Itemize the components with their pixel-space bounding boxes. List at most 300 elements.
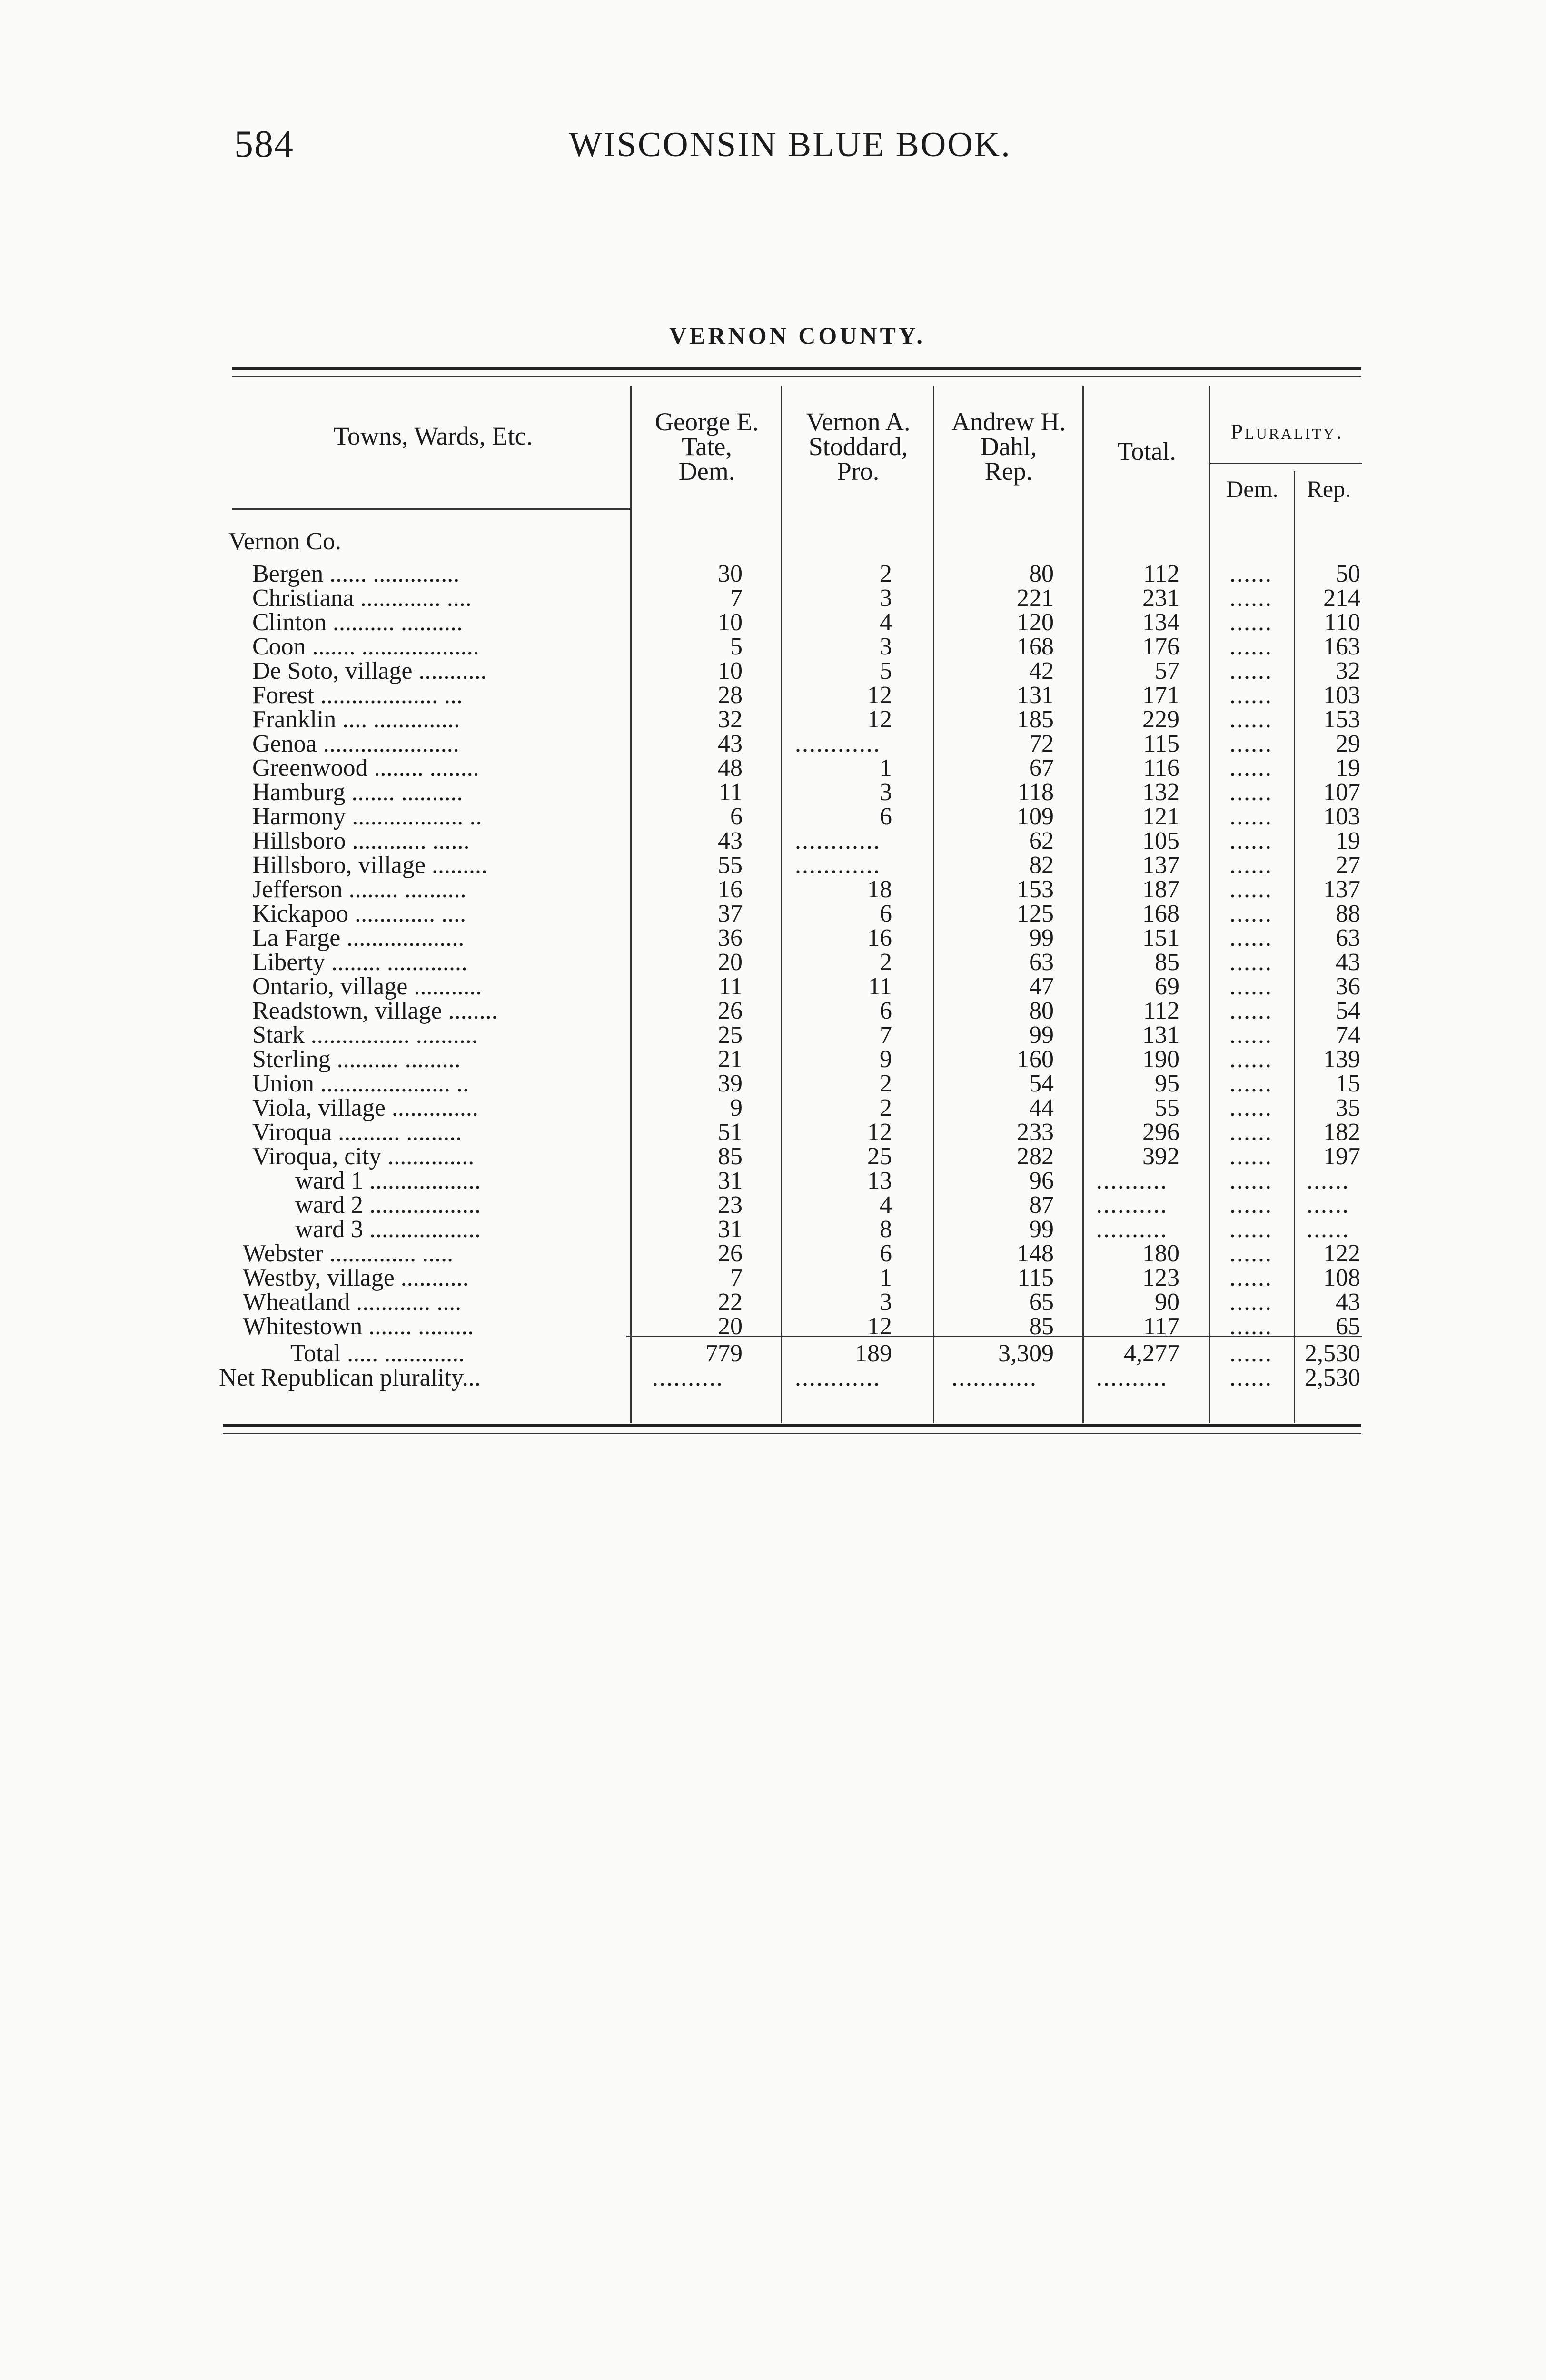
- cell-tate: 16: [718, 876, 743, 903]
- cell-total: 190: [1142, 1046, 1179, 1073]
- cell-tate: 22: [718, 1289, 743, 1316]
- cell-dem: ......: [1229, 1289, 1272, 1316]
- cell-stoddard: 13: [867, 1167, 892, 1194]
- header-tate-line1: George E.: [655, 407, 759, 436]
- cell-total: 85: [1155, 949, 1179, 976]
- page-number: 584: [234, 123, 294, 165]
- cell-dahl: 96: [1029, 1167, 1054, 1194]
- cell-dahl: 148: [1017, 1240, 1054, 1267]
- cell-dem: ......: [1229, 1143, 1272, 1170]
- table-row: [219, 1071, 1371, 1096]
- cell-dahl: 63: [1029, 949, 1054, 976]
- cell-dem: ......: [1229, 924, 1272, 952]
- cell-tate: 85: [718, 1143, 743, 1170]
- table-row: [219, 950, 1371, 974]
- row-label: Whitestown ....... .........: [243, 1313, 474, 1340]
- cell-rep: 35: [1336, 1094, 1360, 1121]
- cell-total: 171: [1142, 682, 1179, 709]
- cell-stoddard: 1: [880, 1264, 892, 1291]
- cell-rep: 137: [1323, 876, 1360, 903]
- table-row: [219, 586, 1371, 610]
- table-row: [219, 1120, 1371, 1144]
- cell-total: 137: [1142, 852, 1179, 879]
- cell-dem: ......: [1229, 973, 1272, 1000]
- cell-rep: 108: [1323, 1264, 1360, 1291]
- cell-stoddard: 3: [880, 779, 892, 806]
- cell-dahl: 42: [1029, 657, 1054, 684]
- header-tate: [633, 409, 781, 484]
- cell-tate: 36: [718, 924, 743, 952]
- row-label: Total ..... .............: [290, 1340, 465, 1367]
- cell-total: 105: [1142, 827, 1179, 854]
- cell-total: 57: [1155, 657, 1179, 684]
- cell-stoddard: 8: [880, 1216, 892, 1243]
- cell-dem: ......: [1229, 876, 1272, 903]
- header-total: Total.: [1117, 437, 1176, 466]
- cell-total: 117: [1143, 1313, 1179, 1340]
- county-title: VERNON COUNTY.: [669, 322, 925, 349]
- cell-rep: 54: [1336, 997, 1360, 1024]
- cell-stoddard: 12: [867, 1313, 892, 1340]
- cell-rep: 103: [1323, 803, 1360, 830]
- row-label: Sterling .......... .........: [252, 1046, 461, 1073]
- cell-stoddard: 3: [880, 1289, 892, 1316]
- header-towns: Towns, Wards, Etc.: [333, 422, 533, 450]
- table-row: [219, 1023, 1371, 1047]
- cell-total: 121: [1142, 803, 1179, 830]
- cell-tate: 51: [718, 1119, 743, 1146]
- cell-stoddard: 2: [880, 560, 892, 587]
- row-label: ward 1 ..................: [295, 1167, 481, 1194]
- cell-tate: 48: [718, 754, 743, 782]
- table-row: [219, 1193, 1371, 1217]
- header-rep: Rep.: [1307, 476, 1351, 502]
- cell-stoddard: 2: [880, 1094, 892, 1121]
- cell-dem: ......: [1229, 1364, 1272, 1391]
- cell-rep: 19: [1336, 827, 1360, 854]
- table-row: [219, 562, 1371, 586]
- cell-tate: 31: [718, 1216, 743, 1243]
- header-dem: Dem.: [1226, 476, 1278, 502]
- table-row: [219, 707, 1371, 732]
- cell-dahl: 131: [1017, 682, 1054, 709]
- cell-dahl: ............: [951, 1364, 1037, 1391]
- cell-total: 4,277: [1124, 1340, 1179, 1367]
- cell-total: 176: [1142, 633, 1179, 660]
- cell-total: 131: [1142, 1021, 1179, 1049]
- cell-rep: 103: [1323, 682, 1360, 709]
- row-label: Stark ................ ..........: [252, 1021, 478, 1049]
- cell-rep: 63: [1336, 924, 1360, 952]
- cell-dahl: 3,309: [998, 1340, 1054, 1367]
- cell-stoddard: 12: [867, 682, 892, 709]
- header-bottom-rule: [232, 508, 632, 510]
- cell-dem: ......: [1229, 682, 1272, 709]
- cell-stoddard: 25: [867, 1143, 892, 1170]
- row-label: ward 3 ..................: [295, 1216, 481, 1243]
- cell-stoddard: 9: [880, 1046, 892, 1073]
- row-label: Union ..................... ..: [252, 1070, 469, 1097]
- cell-tate: 20: [718, 949, 743, 976]
- total-block: [219, 1341, 1371, 1390]
- cell-dahl: 109: [1017, 803, 1054, 830]
- header-tate-line2: Tate,: [682, 432, 732, 461]
- cell-total: 116: [1143, 754, 1179, 782]
- cell-total: 134: [1142, 609, 1179, 636]
- cell-rep: 19: [1336, 754, 1360, 782]
- cell-rep: 27: [1336, 852, 1360, 879]
- cell-dahl: 82: [1029, 852, 1054, 879]
- cell-stoddard: 6: [880, 1240, 892, 1267]
- cell-rep: 197: [1323, 1143, 1360, 1170]
- cell-stoddard: 16: [867, 924, 892, 952]
- cell-dahl: 80: [1029, 560, 1054, 587]
- cell-dahl: 87: [1029, 1191, 1054, 1219]
- cell-dahl: 65: [1029, 1289, 1054, 1316]
- cell-total: 132: [1142, 779, 1179, 806]
- cell-stoddard: 6: [880, 997, 892, 1024]
- cell-rep: 74: [1336, 1021, 1360, 1049]
- row-label: Viola, village ..............: [252, 1094, 478, 1121]
- table-row: [219, 1341, 1371, 1366]
- table-row: [219, 1047, 1371, 1071]
- cell-total: 229: [1142, 706, 1179, 733]
- cell-tate: 30: [718, 560, 743, 587]
- row-label: Bergen ...... ..............: [252, 560, 460, 587]
- cell-stoddard: 2: [880, 949, 892, 976]
- cell-dem: ......: [1229, 1046, 1272, 1073]
- header-stoddard: [783, 409, 933, 484]
- table-row: [219, 732, 1371, 756]
- table-row: [219, 1366, 1371, 1390]
- table-row: [219, 635, 1371, 659]
- cell-rep: ......: [1307, 1167, 1349, 1194]
- table-row: [219, 902, 1371, 926]
- row-label: Christiana ............. ....: [252, 585, 472, 612]
- cell-tate: 43: [718, 730, 743, 757]
- cell-tate: 43: [718, 827, 743, 854]
- row-label: Net Republican plurality...: [219, 1364, 481, 1391]
- cell-total: 392: [1142, 1143, 1179, 1170]
- cell-total: 115: [1143, 730, 1179, 757]
- cell-tate: 25: [718, 1021, 743, 1049]
- row-label: Harmony .................. ..: [252, 803, 482, 830]
- cell-dem: ......: [1229, 1264, 1272, 1291]
- table-row: [219, 1241, 1371, 1266]
- cell-dem: ......: [1229, 633, 1272, 660]
- cell-rep: 88: [1336, 900, 1360, 927]
- cell-dahl: 44: [1029, 1094, 1054, 1121]
- row-label: Genoa ......................: [252, 730, 459, 757]
- table-row: [219, 829, 1371, 853]
- cell-stoddard: 7: [880, 1021, 892, 1049]
- cell-rep: 163: [1323, 633, 1360, 660]
- cell-rep: 110: [1324, 609, 1360, 636]
- cell-dahl: 118: [1017, 779, 1054, 806]
- cell-tate: 779: [705, 1340, 743, 1367]
- row-label: Forest ................... ...: [252, 682, 463, 709]
- cell-total: 55: [1155, 1094, 1179, 1121]
- cell-total: ..........: [1096, 1167, 1168, 1194]
- cell-dahl: 125: [1017, 900, 1054, 927]
- cell-total: 296: [1142, 1119, 1179, 1146]
- running-head: WISCONSIN BLUE BOOK.: [569, 125, 1011, 164]
- row-label: Readstown, village ........: [252, 997, 498, 1024]
- cell-rep: 50: [1336, 560, 1360, 587]
- cell-dahl: 99: [1029, 924, 1054, 952]
- table-row: [219, 1217, 1371, 1241]
- cell-dem: ......: [1229, 779, 1272, 806]
- top-rule-thin: [232, 376, 1361, 377]
- row-label: Jefferson ........ ..........: [252, 876, 466, 903]
- row-label: Hillsboro, village .........: [252, 852, 487, 879]
- cell-dem: ......: [1229, 1191, 1272, 1219]
- cell-tate: 10: [718, 609, 743, 636]
- table-row: [219, 780, 1371, 804]
- cell-dem: ......: [1229, 1216, 1272, 1243]
- cell-stoddard: 2: [880, 1070, 892, 1097]
- cell-dem: ......: [1229, 1167, 1272, 1194]
- header-dahl-line3: Rep.: [984, 457, 1033, 486]
- cell-stoddard: 6: [880, 803, 892, 830]
- cell-dahl: 54: [1029, 1070, 1054, 1097]
- cell-total: 69: [1155, 973, 1179, 1000]
- header-stoddard-line3: Pro.: [837, 457, 880, 486]
- cell-dem: ......: [1229, 1070, 1272, 1097]
- cell-rep: 122: [1323, 1240, 1360, 1267]
- row-label: Ontario, village ...........: [252, 973, 482, 1000]
- table-row: [219, 1290, 1371, 1314]
- cell-dem: ......: [1229, 609, 1272, 636]
- row-label: Clinton .......... ..........: [252, 609, 463, 636]
- cell-dahl: 99: [1029, 1021, 1054, 1049]
- header-stoddard-line1: Vernon A.: [806, 407, 911, 436]
- cell-dem: ......: [1229, 730, 1272, 757]
- cell-dahl: 99: [1029, 1216, 1054, 1243]
- table-row: [219, 756, 1371, 780]
- cell-rep: 65: [1336, 1313, 1360, 1340]
- cell-stoddard: 5: [880, 657, 892, 684]
- cell-total: 95: [1155, 1070, 1179, 1097]
- header-stoddard-line2: Stoddard,: [808, 432, 908, 461]
- cell-dahl: 282: [1017, 1143, 1054, 1170]
- table-row: [219, 683, 1371, 707]
- cell-rep: 139: [1323, 1046, 1360, 1073]
- cell-dem: ......: [1229, 706, 1272, 733]
- cell-stoddard: ............: [795, 1364, 881, 1391]
- bottom-rule: [223, 1424, 1361, 1427]
- cell-stoddard: 6: [880, 900, 892, 927]
- cell-total: 112: [1143, 560, 1179, 587]
- cell-rep: 32: [1336, 657, 1360, 684]
- cell-tate: 32: [718, 706, 743, 733]
- cell-tate: 37: [718, 900, 743, 927]
- row-label: Westby, village ...........: [243, 1264, 469, 1291]
- table-row: [219, 1096, 1371, 1120]
- table-row: [219, 999, 1371, 1023]
- cell-stoddard: 12: [867, 706, 892, 733]
- table-row: [219, 804, 1371, 829]
- cell-tate: 26: [718, 1240, 743, 1267]
- row-label: Hamburg ....... ..........: [252, 779, 463, 806]
- table-row: [219, 877, 1371, 902]
- cell-stoddard: 189: [855, 1340, 892, 1367]
- cell-tate: 11: [718, 779, 743, 806]
- cell-stoddard: ............: [795, 730, 881, 757]
- cell-dem: ......: [1229, 827, 1272, 854]
- table-row: [219, 974, 1371, 999]
- cell-stoddard: ............: [795, 827, 881, 854]
- cell-total: ..........: [1096, 1364, 1168, 1391]
- table-row: [219, 1314, 1371, 1339]
- header-dahl: [935, 409, 1082, 484]
- table-row: [219, 1144, 1371, 1169]
- cell-stoddard: 4: [880, 609, 892, 636]
- cell-dahl: 160: [1017, 1046, 1054, 1073]
- cell-rep: 107: [1323, 779, 1360, 806]
- cell-stoddard: 4: [880, 1191, 892, 1219]
- cell-tate: 31: [718, 1167, 743, 1194]
- cell-dem: ......: [1229, 585, 1272, 612]
- county-label: Vernon Co.: [228, 528, 341, 555]
- table-row: [219, 610, 1371, 635]
- cell-dem: ......: [1229, 1094, 1272, 1121]
- cell-rep: 214: [1323, 585, 1360, 612]
- row-label: Viroqua .......... .........: [252, 1119, 462, 1146]
- table-row: [219, 1169, 1371, 1193]
- cell-dem: ......: [1229, 803, 1272, 830]
- cell-dahl: 67: [1029, 754, 1054, 782]
- row-label: Viroqua, city ..............: [252, 1143, 475, 1170]
- cell-tate: 26: [718, 997, 743, 1024]
- cell-total: 180: [1142, 1240, 1179, 1267]
- row-label: De Soto, village ...........: [252, 657, 487, 684]
- cell-dem: ......: [1229, 852, 1272, 879]
- cell-rep: ......: [1307, 1191, 1349, 1219]
- cell-stoddard: 18: [867, 876, 892, 903]
- cell-stoddard: 12: [867, 1119, 892, 1146]
- cell-tate: 9: [730, 1094, 743, 1121]
- cell-dahl: 168: [1017, 633, 1054, 660]
- cell-dahl: 120: [1017, 609, 1054, 636]
- cell-total: ..........: [1096, 1216, 1168, 1243]
- cell-rep: 182: [1323, 1119, 1360, 1146]
- row-label: Coon ....... ...................: [252, 633, 479, 660]
- row-label: Kickapoo ............. ....: [252, 900, 466, 927]
- cell-dahl: 185: [1017, 706, 1054, 733]
- cell-dem: ......: [1229, 560, 1272, 587]
- cell-tate: 20: [718, 1313, 743, 1340]
- cell-total: 168: [1142, 900, 1179, 927]
- cell-tate: 10: [718, 657, 743, 684]
- cell-total: 90: [1155, 1289, 1179, 1316]
- row-label: ward 2 ..................: [295, 1191, 481, 1219]
- table-row: [219, 1266, 1371, 1290]
- cell-tate: 55: [718, 852, 743, 879]
- cell-dahl: 85: [1029, 1313, 1054, 1340]
- cell-rep: 43: [1336, 949, 1360, 976]
- cell-dahl: 72: [1029, 730, 1054, 757]
- row-label: Greenwood ........ ........: [252, 754, 479, 782]
- cell-stoddard: 1: [880, 754, 892, 782]
- cell-rep: ......: [1307, 1216, 1349, 1243]
- cell-tate: 23: [718, 1191, 743, 1219]
- cell-rep: 43: [1336, 1289, 1360, 1316]
- cell-total: 151: [1142, 924, 1179, 952]
- cell-total: 112: [1143, 997, 1179, 1024]
- cell-stoddard: ............: [795, 852, 881, 879]
- cell-rep: 153: [1323, 706, 1360, 733]
- cell-rep: 29: [1336, 730, 1360, 757]
- bottom-rule-thin: [223, 1433, 1361, 1434]
- cell-total: ..........: [1096, 1191, 1168, 1219]
- cell-dem: ......: [1229, 1021, 1272, 1049]
- cell-rep: 36: [1336, 973, 1360, 1000]
- cell-dahl: 153: [1017, 876, 1054, 903]
- cell-stoddard: 3: [880, 633, 892, 660]
- cell-dem: ......: [1229, 1340, 1272, 1367]
- cell-tate: 28: [718, 682, 743, 709]
- table-row: [219, 853, 1371, 877]
- cell-dahl: 233: [1017, 1119, 1054, 1146]
- cell-rep: 2,530: [1305, 1340, 1360, 1367]
- cell-dem: ......: [1229, 1313, 1272, 1340]
- cell-rep: 2,530: [1305, 1364, 1360, 1391]
- cell-dem: ......: [1229, 1240, 1272, 1267]
- cell-tate: 21: [718, 1046, 743, 1073]
- cell-dem: ......: [1229, 657, 1272, 684]
- row-label: Liberty ........ .............: [252, 949, 468, 976]
- cell-total: 123: [1142, 1264, 1179, 1291]
- cell-tate: 7: [730, 1264, 743, 1291]
- cell-dem: ......: [1229, 997, 1272, 1024]
- top-rule: [232, 367, 1361, 370]
- table-row: [219, 926, 1371, 950]
- cell-dahl: 80: [1029, 997, 1054, 1024]
- cell-tate: 7: [730, 585, 743, 612]
- cell-tate: 6: [730, 803, 743, 830]
- cell-dem: ......: [1229, 900, 1272, 927]
- row-label: Hillsboro ............ ......: [252, 827, 470, 854]
- row-label: La Farge ...................: [252, 924, 465, 952]
- cell-dahl: 115: [1017, 1264, 1054, 1291]
- cell-tate: ..........: [652, 1364, 723, 1391]
- cell-dahl: 62: [1029, 827, 1054, 854]
- cell-dem: ......: [1229, 949, 1272, 976]
- row-label: Wheatland ............ ....: [243, 1289, 462, 1316]
- cell-dem: ......: [1229, 754, 1272, 782]
- cell-stoddard: 11: [868, 973, 892, 1000]
- plurality-sub-rule: [1210, 463, 1362, 464]
- cell-total: 231: [1142, 585, 1179, 612]
- cell-dahl: 47: [1029, 973, 1054, 1000]
- cell-total: 187: [1142, 876, 1179, 903]
- cell-dem: ......: [1229, 1119, 1272, 1146]
- header-plurality: Plurality.: [1230, 419, 1344, 444]
- cell-rep: 15: [1336, 1070, 1360, 1097]
- cell-dahl: 221: [1017, 585, 1054, 612]
- cell-stoddard: 3: [880, 585, 892, 612]
- header-dahl-line1: Andrew H.: [951, 407, 1066, 436]
- cell-tate: 11: [718, 973, 743, 1000]
- header-dahl-line2: Dahl,: [980, 432, 1037, 461]
- cell-tate: 5: [730, 633, 743, 660]
- header-tate-line3: Dem.: [678, 457, 735, 486]
- row-label: Webster .............. .....: [243, 1240, 454, 1267]
- table-row: [219, 659, 1371, 683]
- cell-tate: 39: [718, 1070, 743, 1097]
- row-label: Franklin .... ..............: [252, 706, 460, 733]
